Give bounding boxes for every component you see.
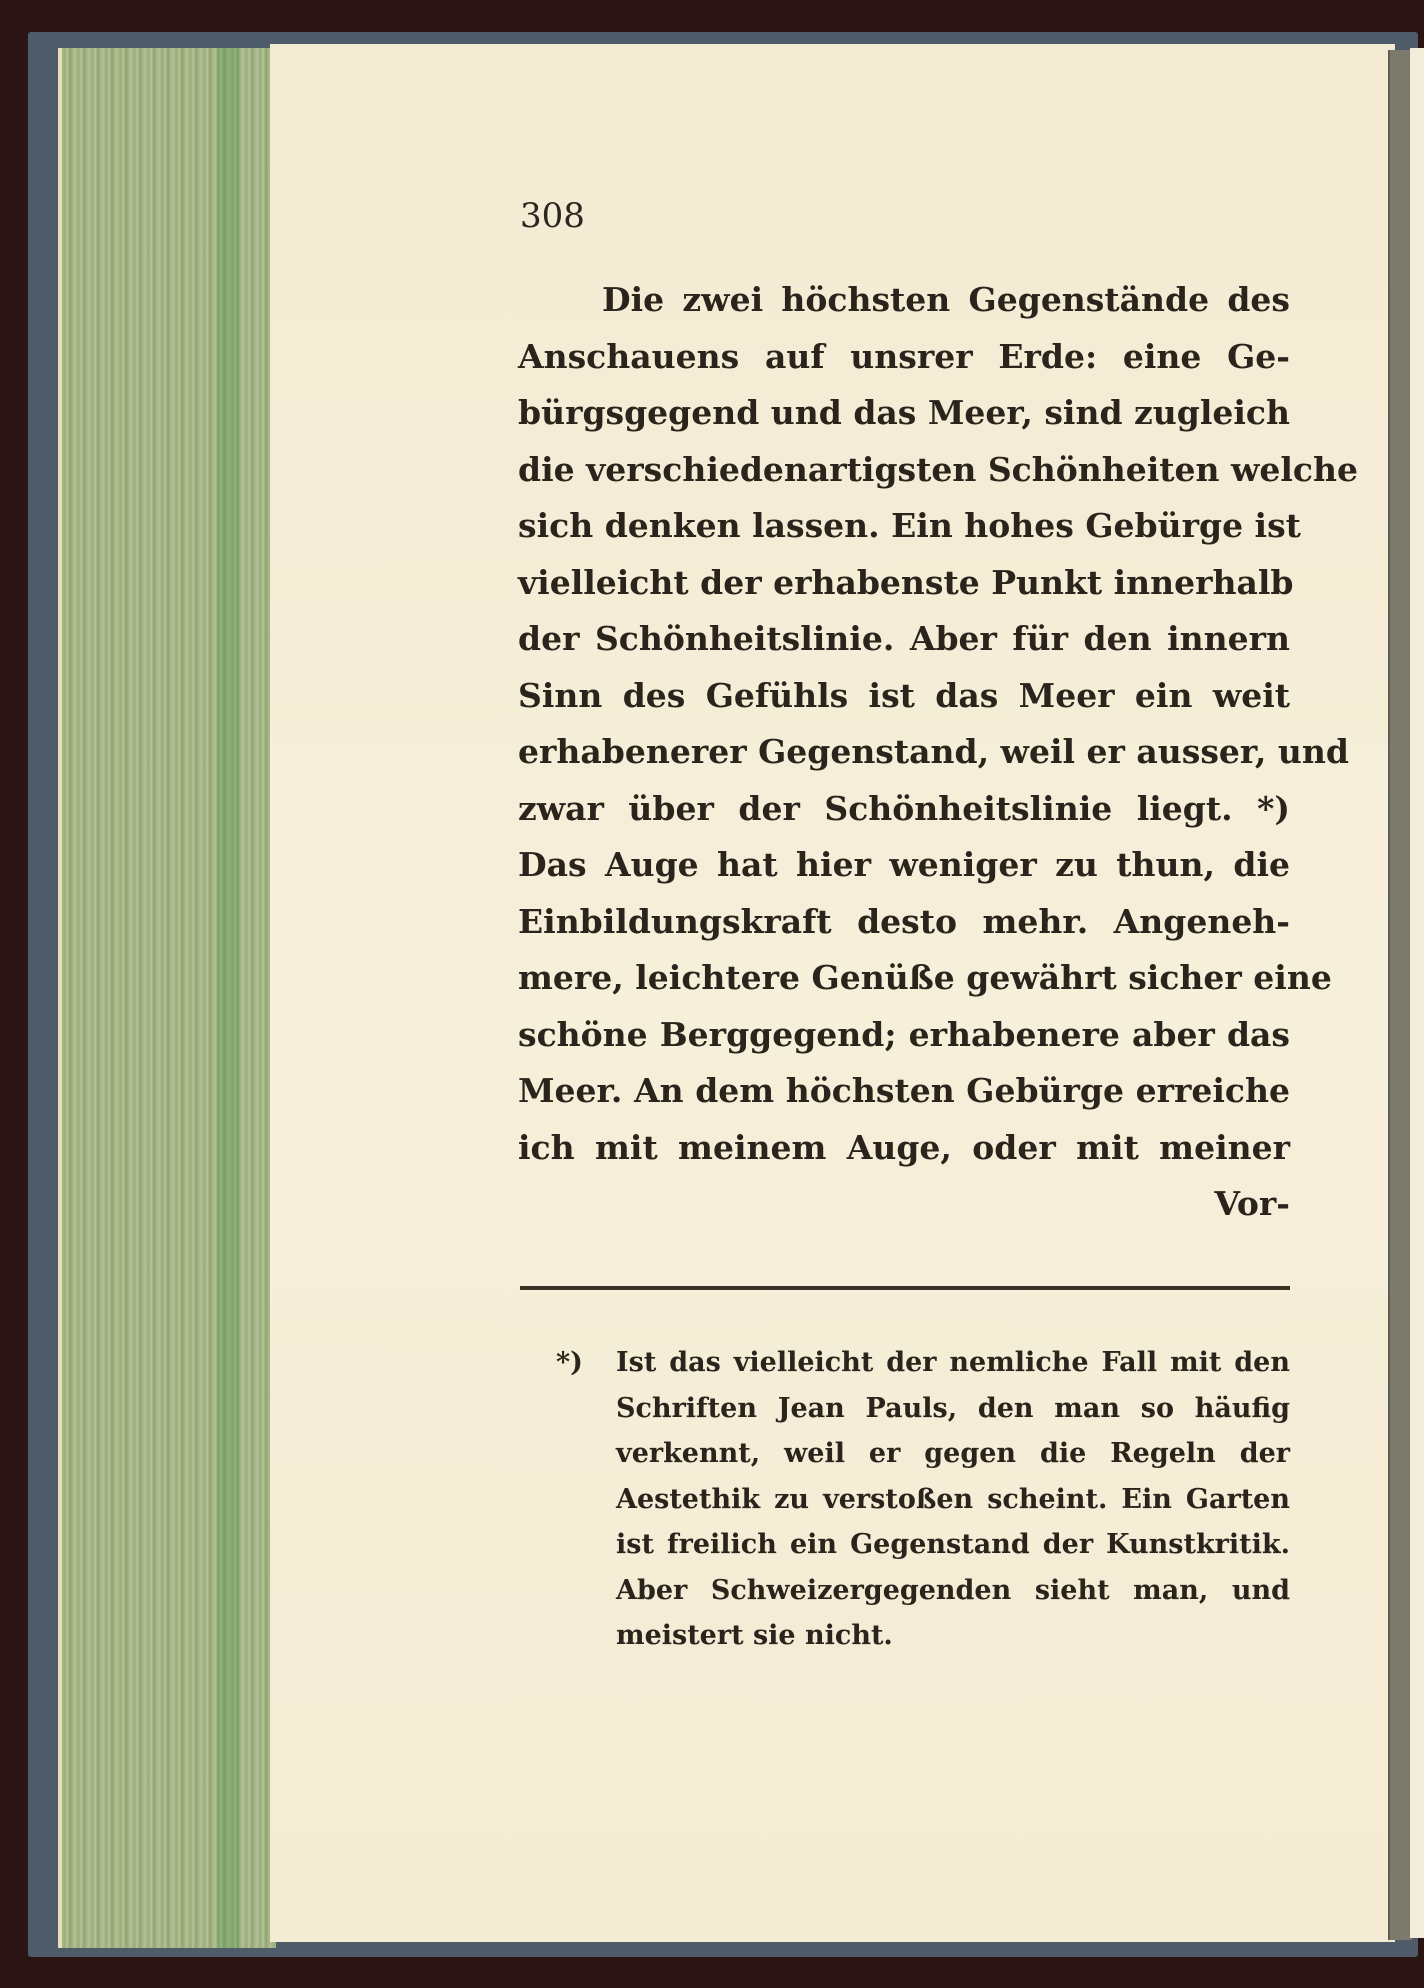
text-line: Meer. An dem höchsten Gebürge erreiche xyxy=(518,1071,1290,1110)
catchword: Vor- xyxy=(1214,1184,1290,1223)
text-line: Einbildungskraft desto mehr. Angeneh- xyxy=(518,901,1290,941)
text-line: bürgsgegend und das Meer, sind zugleich xyxy=(518,393,1290,432)
footnote-line: meistert sie nicht. xyxy=(616,1620,893,1651)
footnote xyxy=(556,1340,1290,1659)
text-line: erhabenerer Gegenstand, weil er ausser, und xyxy=(518,732,1349,771)
footnote-line xyxy=(556,1340,1290,1386)
footnote-line: verkennt, weil er gegen die Regeln der xyxy=(616,1438,1290,1469)
text-line: der Schönheitslinie. Aber für den innern xyxy=(518,619,1290,658)
text-line: Das Auge hat hier weniger zu thun, die xyxy=(518,845,1290,884)
facing-page-edge xyxy=(1410,48,1424,1938)
footnote-line: Aestethik zu verstoßen scheint. Ein Garten xyxy=(616,1483,1290,1515)
text-line: Die zwei höchsten Gegenstände des xyxy=(602,280,1290,319)
text-line: zwar über der Schönheitslinie liegt. *) xyxy=(518,788,1290,828)
footnote-marker: *) xyxy=(556,1347,583,1378)
footnote-line: ist freilich ein Gegenstand der Kunstkritik. xyxy=(616,1529,1290,1560)
page-number: 308 xyxy=(520,196,585,236)
footnote-line: Aber Schweizergegenden sieht man, und xyxy=(616,1574,1290,1606)
page-edges xyxy=(58,48,276,1948)
body-text xyxy=(518,272,1359,1233)
text-line: Sinn des Gefühls ist das Meer ein weit xyxy=(518,675,1290,715)
footnote-text: Ist das vielleicht der nemliche Fall mit den xyxy=(616,1347,1290,1378)
text-line: Anschauens auf unsrer Erde: eine Ge- xyxy=(518,336,1290,376)
text-line: die verschiedenartigsten Schönheiten welche xyxy=(518,449,1359,489)
footnote-rule xyxy=(520,1286,1290,1290)
text-line: schöne Berggegend; erhabenere aber das xyxy=(518,1014,1290,1054)
footnote-line: Schriften Jean Pauls, den man so häufig xyxy=(616,1392,1290,1424)
text-line: vielleicht der erhabenste Punkt innerhalb xyxy=(518,562,1294,602)
text-line: mere, leichtere Genüße gewährt sicher eine xyxy=(518,958,1332,997)
text-line: sich denken lassen. Ein hohes Gebürge ist xyxy=(518,506,1301,545)
text-line: ich mit meinem Auge, oder mit meiner xyxy=(518,1127,1290,1167)
book-gutter xyxy=(1388,50,1412,1940)
